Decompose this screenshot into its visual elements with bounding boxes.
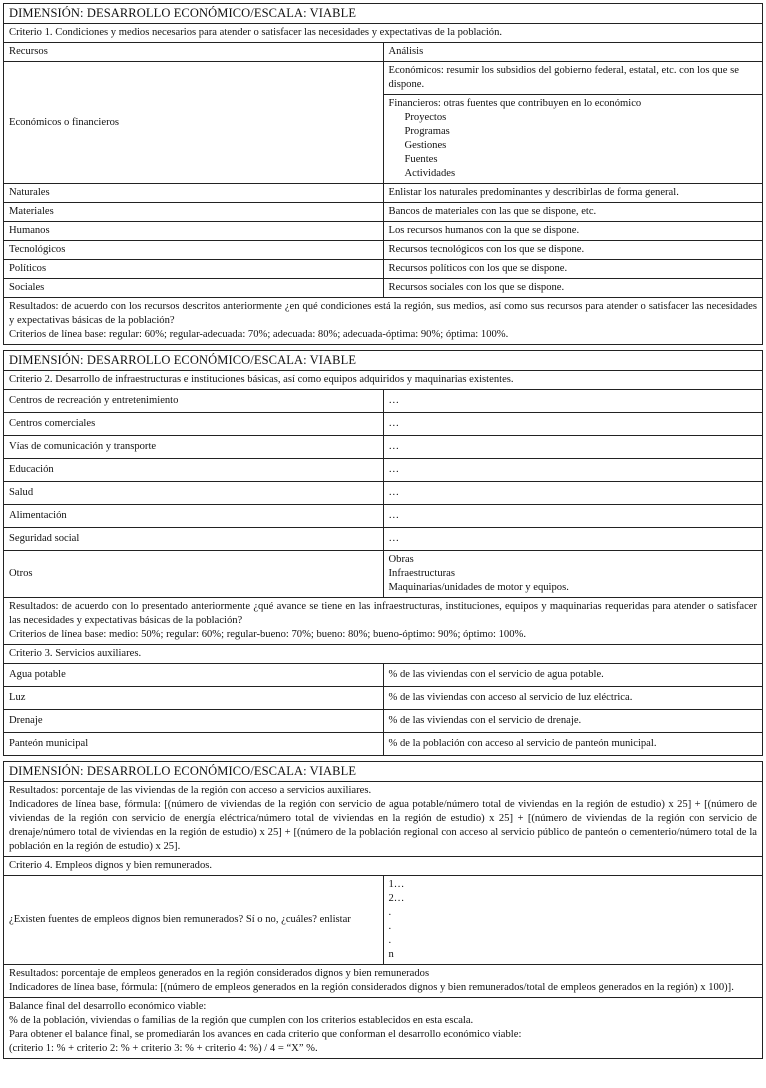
list-item: . [388,921,392,932]
dimension-header: DIMENSIÓN: DESARROLLO ECONÓMICO/ESCALA: VIABLE [4,4,763,24]
list-item: . [388,907,392,918]
otros-cell [383,551,763,598]
criterio-4-question: ¿Existen fuentes de empleos dignos bien remunerados? Sí o no, ¿cuáles? enlistar [4,876,384,965]
criterio-1-results [4,298,763,345]
row-label: Educación [4,459,384,482]
row-label: Luz [4,687,384,710]
row-text: % de la población con acceso al servicio de panteón municipal. [383,733,763,756]
list-item: Proyectos [404,112,447,123]
column-header-analisis: Análisis [383,43,763,62]
baseline-formula: Indicadores de línea base, fórmula: [(número de empleos generados en la región considerados dignos y bien remunerados/total de empleos generados en la región) x 100)]. [9,982,734,993]
column-header-recursos: Recursos [4,43,384,62]
row-text: Recursos políticos con los que se dispone. [383,260,763,279]
row-text: Recursos tecnológicos con los que se dispone. [383,241,763,260]
row-label: Seguridad social [4,528,384,551]
list-item: 1… [388,879,405,890]
economicos-text: Económicos: resumir los subsidios del gobierno federal, estatal, etc. con los que se dispone. [383,62,763,95]
balance-title: Balance final del desarrollo económico viable: [9,1001,207,1012]
row-label: Naturales [4,184,384,203]
results-text: Resultados: de acuerdo con los recursos descritos anteriormente ¿en qué condiciones está la región, sus medios, así como sus recursos para atender o satisfacer las necesidades y expectativas básicas de la población? [9,301,757,326]
financieros-cell [383,95,763,184]
balance-final [4,998,763,1059]
list-item: Maquinarias/unidades de motor y equipos. [388,582,569,593]
list-item: Gestiones [404,140,447,151]
row-text: … [383,413,763,436]
row-text: Los recursos humanos con la que se dispone. [383,222,763,241]
row-label: Salud [4,482,384,505]
row-text: % de las viviendas con el servicio de drenaje. [383,710,763,733]
row-label: Panteón municipal [4,733,384,756]
row-text: … [383,528,763,551]
row-label: Agua potable [4,664,384,687]
balance-formula: (criterio 1: % + criterio 2: % + criterio 3: % + criterio 4: %) / 4 = “X” %. [9,1043,318,1054]
criterio-1-table [3,3,763,345]
row-label: Centros de recreación y entretenimiento [4,390,384,413]
row-label-economicos: Económicos o financieros [4,62,384,184]
criterio-4-title: Criterio 4. Empleos dignos y bien remunerados. [4,857,763,876]
row-label: Tecnológicos [4,241,384,260]
criterio-3-title: Criterio 3. Servicios auxiliares. [4,645,763,664]
criterio-4-list [383,876,763,965]
list-item: Actividades [404,168,456,179]
criterio-4-results [4,965,763,998]
results-text: Resultados: porcentaje de las viviendas de la región con acceso a servicios auxiliares. [9,785,372,796]
baseline-formula: Indicadores de línea base, fórmula: [(número de viviendas de la región con servicio de agua potable/número total de viviendas en la región de estudio) x 25] + [(número de viviendas de la región con servicio de energía eléctrica/número total de viviendas en la región de estudio) x 25] + [(número de viviendas de la región con servicio de drenaje/número total de viviendas en la región de estudio) x 25] + [(número de la población regional con acceso al servicio público de panteón o cementerio/número total de la población en la región de estudio) x 25]. [9,799,757,852]
row-label: Materiales [4,203,384,222]
criterio-2-title: Criterio 2. Desarrollo de infraestructuras e instituciones básicas, así como equipos adquiridos y maquinarias existentes. [4,371,763,390]
row-text: Enlistar los naturales predominantes y describirlas de forma general. [383,184,763,203]
results-text: Resultados: de acuerdo con lo presentado anteriormente ¿qué avance se tiene en las infraestructuras, instituciones, equipos y maquinarias requeridas para atender o satisfacer las necesidades y expectativas básicas de la población? [9,601,757,626]
results-text: Resultados: porcentaje de empleos generados en la región considerados dignos y bien remunerados [9,968,430,979]
list-item: Obras [388,554,414,565]
criterio-2-3-table [3,350,763,756]
baseline-criteria: Criterios de línea base: medio: 50%; regular: 60%; regular-bueno: 70%; bueno: 80%; bueno-óptimo: 90%; óptimo: 100%. [9,629,527,640]
row-label: Políticos [4,260,384,279]
row-text: % de las viviendas con acceso al servicio de luz eléctrica. [383,687,763,710]
row-text: … [383,436,763,459]
list-item: Fuentes [404,154,438,165]
criterio-2-results [4,598,763,645]
row-label: Alimentación [4,505,384,528]
row-label: Vías de comunicación y transporte [4,436,384,459]
financieros-intro: Financieros: otras fuentes que contribuyen en lo económico [388,98,642,109]
row-label-otros: Otros [4,551,384,598]
row-text: Bancos de materiales con las que se dispone, etc. [383,203,763,222]
balance-line: Para obtener el balance final, se promediarán los avances en cada criterio que conforman el desarrollo económico viable: [9,1029,522,1040]
row-text: … [383,459,763,482]
criterio-3-results [4,782,763,857]
list-item: Programas [404,126,450,137]
row-label: Sociales [4,279,384,298]
balance-line: % de la población, viviendas o familias de la región que cumplen con los criterios establecidos en esta escala. [9,1015,474,1026]
criterio-3-4-table [3,761,763,1059]
list-item: . [388,935,392,946]
dimension-header: DIMENSIÓN: DESARROLLO ECONÓMICO/ESCALA: VIABLE [4,351,763,371]
row-label: Centros comerciales [4,413,384,436]
row-text: Recursos sociales con los que se dispone. [383,279,763,298]
criterio-1-title: Criterio 1. Condiciones y medios necesarios para atender o satisfacer las necesidades y expectativas de la población. [4,24,763,43]
row-text: … [383,482,763,505]
dimension-header: DIMENSIÓN: DESARROLLO ECONÓMICO/ESCALA: VIABLE [4,762,763,782]
row-text: % de las viviendas con el servicio de agua potable. [383,664,763,687]
row-label: Humanos [4,222,384,241]
row-text: … [383,390,763,413]
list-item: Infraestructuras [388,568,455,579]
row-text: … [383,505,763,528]
row-label: Drenaje [4,710,384,733]
baseline-criteria: Criterios de línea base: regular: 60%; regular-adecuada: 70%; adecuada: 80%; adecuada-óptima: 90%; óptima: 100%. [9,329,509,340]
list-item: n [388,949,394,960]
list-item: 2… [388,893,405,904]
